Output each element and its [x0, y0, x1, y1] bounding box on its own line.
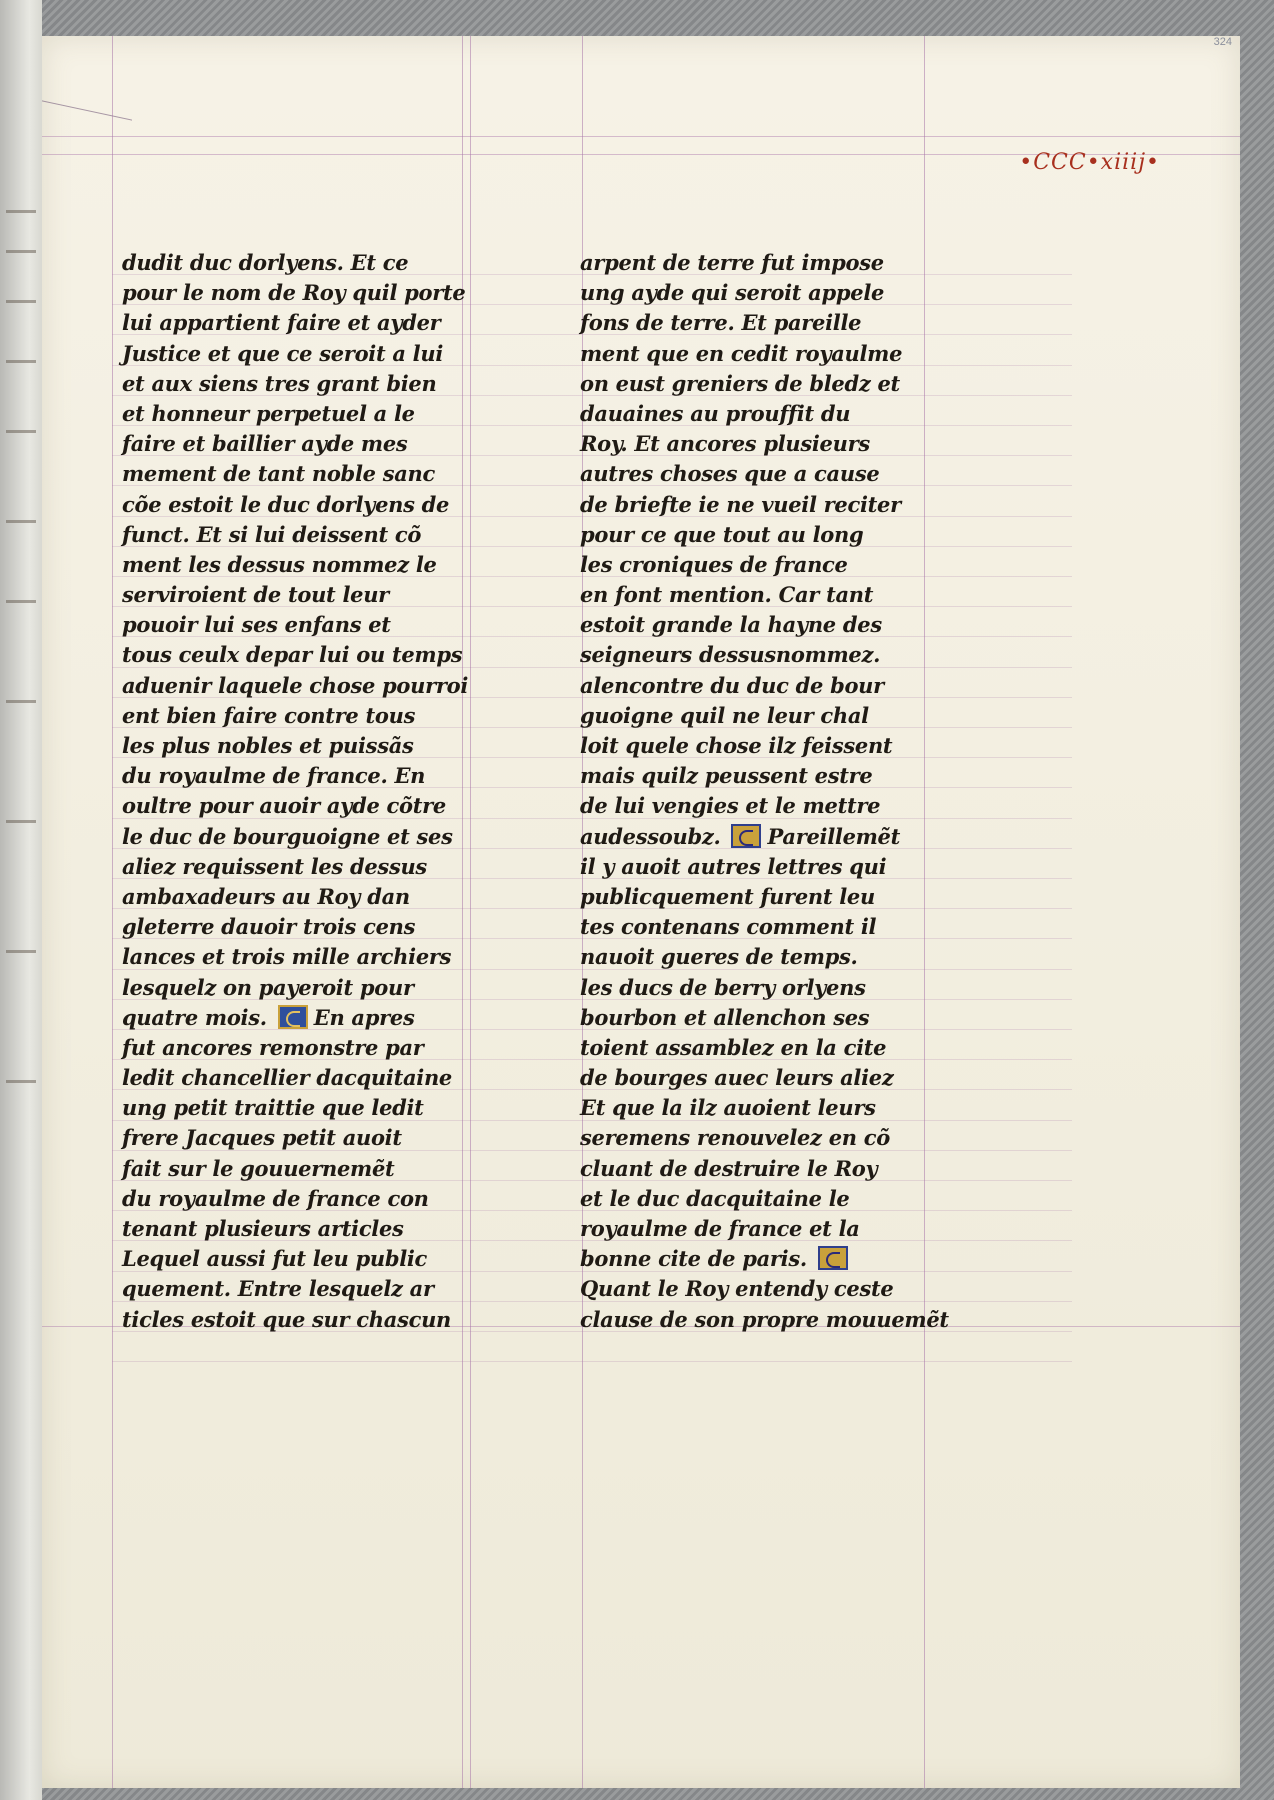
text-line: Quant le Roy entendy ceste: [580, 1276, 894, 1302]
text-line: seremens renouvelez en cõ: [580, 1125, 890, 1151]
text-line: il y auoit autres lettres qui: [580, 853, 887, 879]
text-line: ment que en cedit royaulme: [580, 340, 903, 366]
ruled-line: [112, 1361, 1072, 1362]
text-line: et honneur perpetuel a le: [122, 400, 415, 426]
text-line: guoigne quil ne leur chal: [580, 702, 869, 728]
text-line: toient assamblez en la cite: [580, 1034, 887, 1060]
illuminated-initial: [731, 824, 761, 848]
text-line: tous ceulx depar lui ou temps: [122, 642, 463, 668]
text-line: tenant plusieurs articles: [122, 1216, 404, 1241]
text-line: ung ayde qui seroit appele: [580, 280, 885, 306]
text-line: quement. Entre lesquelz ar: [122, 1276, 434, 1302]
text-line: fons de terre. Et pareille: [580, 310, 862, 336]
text-line: faire et baillier ayde mes: [122, 431, 408, 457]
text-line: nauoit gueres de temps.: [580, 944, 858, 970]
ruling-line-top: [42, 136, 1240, 137]
text-line: ment les dessus nommez le: [122, 551, 437, 577]
text-line: les croniques de france: [580, 551, 848, 577]
text-line: de bourges auec leurs aliez: [580, 1065, 894, 1091]
text-line: lances et trois mille archiers: [122, 944, 452, 970]
text-line: dudit duc dorlyens. Et ce: [122, 250, 409, 275]
text-line: Et que la ilz auoient leurs: [580, 1095, 876, 1121]
text-line: cluant de destruire le Roy: [580, 1155, 878, 1181]
text-line: bourbon et allenchon ses: [580, 1004, 870, 1030]
text-line: ticles estoit que sur chascun: [122, 1306, 452, 1332]
text-line: oultre pour auoir ayde cõtre: [122, 793, 446, 819]
text-line: et aux siens tres grant bien: [122, 370, 437, 396]
text-line: dauaines au prouffit du: [580, 400, 851, 426]
text-line: Justice et que ce seroit a lui: [122, 340, 444, 366]
text-line: Roy. Et ancores plusieurs: [580, 431, 870, 457]
text-line: seigneurs dessusnommez.: [580, 642, 881, 668]
text-line: les ducs de berry orlyens: [580, 974, 866, 1000]
text-line: on eust greniers de bledz et: [580, 370, 900, 396]
text-line: tes contenans comment il: [580, 914, 877, 940]
text-line: lui appartient faire et ayder: [122, 310, 441, 336]
text-line: pouoir lui ses enfans et: [122, 612, 391, 638]
text-line: frere Jacques petit auoit: [122, 1125, 402, 1151]
text-line: du royaulme de france con: [122, 1185, 429, 1211]
text-column-right: [580, 248, 1000, 1335]
shelf-mark: 324: [1213, 36, 1232, 48]
text-line: lesquelz on payeroit pour: [122, 974, 414, 1000]
text-line: funct. Et si lui deissent cõ: [122, 521, 422, 547]
text-line: en font mention. Car tant: [580, 582, 874, 608]
text-line: loit quele chose ilz feissent: [580, 733, 893, 758]
text-line: et le duc dacquitaine le: [580, 1185, 850, 1211]
ruling-line-vertical: [112, 36, 113, 1788]
text-line: ledit chancellier dacquitaine: [122, 1065, 452, 1091]
illuminated-initial: [818, 1246, 848, 1270]
text-line: pour le nom de Roy quil porte: [122, 280, 466, 306]
text-line: fait sur le gouuernemẽt: [122, 1155, 395, 1181]
folio-number: •CCC•xiiij•: [1019, 150, 1160, 175]
text-line: les plus nobles et puissãs: [122, 733, 414, 758]
text-line: de lui vengies et le mettre: [580, 793, 881, 819]
text-line: ambaxadeurs au Roy dan: [122, 883, 410, 909]
text-line: le duc de bourguoigne et ses: [122, 823, 453, 849]
text-line: mement de tant noble sanc: [122, 461, 435, 487]
text-line: cõe estoit le duc dorlyens de: [122, 491, 450, 517]
text-line: aduenir laquele chose pourroi: [122, 672, 469, 698]
text-line: publicquement furent leu: [580, 883, 875, 909]
text-line: clause de son propre mouuemẽt: [580, 1306, 949, 1332]
text-line: audessoubz. Pareillemẽt: [580, 823, 901, 849]
text-line: alencontre du duc de bour: [580, 672, 884, 698]
text-line: ent bien faire contre tous: [122, 702, 416, 728]
text-line: autres choses que a cause: [580, 461, 880, 487]
facing-page-edge: [0, 0, 42, 1800]
text-line: de briefte ie ne vueil reciter: [580, 491, 901, 517]
text-line: arpent de terre fut impose: [580, 250, 884, 275]
text-line: Lequel aussi fut leu public: [122, 1246, 428, 1272]
text-column-left: [122, 248, 542, 1335]
text-line: mais quilz peussent estre: [580, 763, 873, 789]
text-line: bonne cite de paris.: [580, 1244, 1000, 1274]
text-line: fut ancores remonstre par: [122, 1034, 424, 1060]
text-line: royaulme de france et la: [580, 1216, 860, 1241]
illuminated-initial: [278, 1005, 308, 1029]
text-line: gleterre dauoir trois cens: [122, 914, 416, 940]
text-line: du royaulme de france. En: [122, 763, 426, 789]
text-line: quatre mois. En apres: [122, 1004, 415, 1030]
text-line: estoit grande la hayne des: [580, 612, 882, 638]
manuscript-leaf: [42, 36, 1240, 1788]
text-line: pour ce que tout au long: [580, 521, 864, 547]
pen-stroke-mark: [42, 70, 132, 120]
text-line: ung petit traittie que ledit: [122, 1095, 424, 1121]
text-line: serviroient de tout leur: [122, 582, 389, 608]
text-line: aliez requissent les dessus: [122, 853, 427, 879]
